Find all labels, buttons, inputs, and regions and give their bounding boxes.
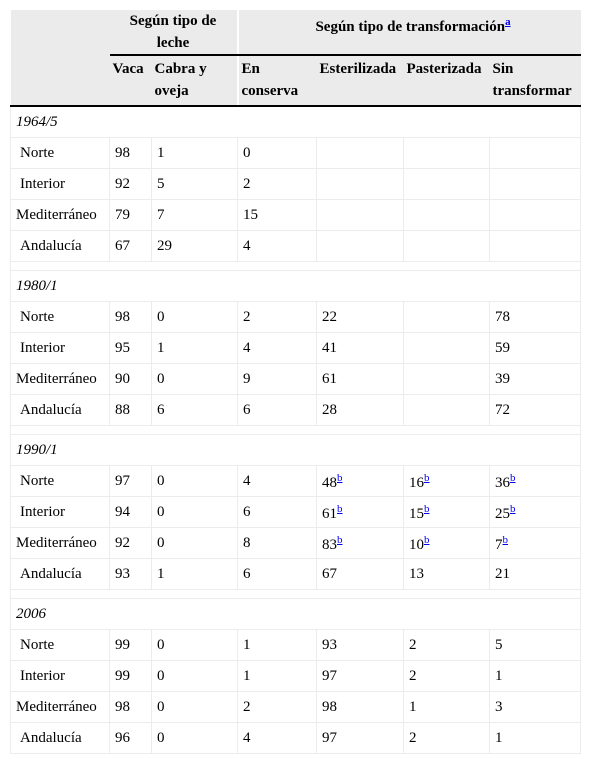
value-cell [317, 200, 404, 231]
value-text: 0 [157, 667, 165, 684]
period-label: 1964/5 [11, 106, 581, 138]
value-cell [317, 395, 404, 426]
table-row [11, 302, 581, 333]
value-text: 94 [115, 503, 130, 520]
region-cell: Interior [11, 661, 110, 692]
value-cell [490, 364, 581, 395]
table-row [11, 138, 581, 169]
region-cell: Mediterráneo [11, 200, 110, 231]
value-text: 61 [322, 506, 337, 522]
table-row [11, 630, 581, 661]
value-text: 2 [243, 698, 251, 715]
value-cell [152, 723, 238, 754]
value-text: 1 [157, 565, 165, 582]
value-cell [110, 302, 152, 333]
value-text: 72 [495, 401, 510, 418]
value-cell [317, 692, 404, 723]
region-cell: Mediterráneo [11, 692, 110, 723]
value-text: 1 [243, 667, 251, 684]
value-text: 39 [495, 370, 510, 387]
table-body [11, 106, 581, 754]
value-text: 0 [157, 503, 165, 520]
value-text: 0 [157, 698, 165, 715]
value-cell [404, 497, 490, 528]
region-cell: Interior [11, 497, 110, 528]
value-cell [238, 302, 317, 333]
value-cell [152, 466, 238, 497]
value-text: 97 [115, 472, 130, 489]
value-text: 6 [157, 401, 165, 418]
value-text: 13 [409, 565, 424, 582]
value-text: 7 [495, 537, 503, 553]
region-cell: Norte [11, 466, 110, 497]
period-row [11, 599, 581, 630]
value-cell [152, 661, 238, 692]
value-cell [404, 169, 490, 200]
value-text: 48 [322, 475, 337, 491]
value-cell [110, 466, 152, 497]
value-cell [317, 364, 404, 395]
spacer-row [11, 426, 581, 435]
value-text: 21 [495, 565, 510, 582]
value-text: 92 [115, 534, 130, 551]
value-cell [110, 497, 152, 528]
period-label: 2006 [11, 599, 581, 630]
value-cell [152, 364, 238, 395]
value-cell [238, 723, 317, 754]
value-cell [152, 302, 238, 333]
value-text: 6 [243, 565, 251, 582]
value-text: 4 [243, 729, 251, 746]
footnote-link-b[interactable]: b [510, 503, 516, 515]
column-header-sin-transformar: Sin transformar [490, 55, 581, 106]
value-cell [404, 200, 490, 231]
value-text: 1 [157, 144, 165, 161]
value-cell [490, 302, 581, 333]
value-cell [110, 395, 152, 426]
table-row [11, 231, 581, 262]
header-group-transformacion: Según tipo de transformación$^a$ [238, 10, 581, 55]
value-text: 0 [157, 370, 165, 387]
value-text: 93 [115, 565, 130, 582]
value-text: 0 [243, 144, 251, 161]
footnote-link-b[interactable]: b [337, 503, 343, 515]
value-cell [490, 630, 581, 661]
value-cell [238, 692, 317, 723]
value-cell [152, 692, 238, 723]
value-text: 2 [409, 636, 417, 653]
value-cell [238, 364, 317, 395]
value-cell [490, 559, 581, 590]
value-text: 67 [322, 565, 337, 582]
value-text: 0 [157, 729, 165, 746]
value-cell [238, 559, 317, 590]
value-cell [238, 395, 317, 426]
spacer-cell [11, 262, 581, 271]
value-cell [238, 661, 317, 692]
period-row [11, 106, 581, 138]
spacer-row [11, 590, 581, 599]
header-group-leche: Según tipo de leche [110, 10, 238, 55]
value-cell [110, 723, 152, 754]
data-table [10, 10, 581, 754]
value-cell [404, 661, 490, 692]
value-cell [152, 138, 238, 169]
value-text: 90 [115, 370, 130, 387]
spacer-cell [11, 426, 581, 435]
value-cell [238, 333, 317, 364]
value-cell [238, 528, 317, 559]
value-cell [152, 497, 238, 528]
value-cell [404, 692, 490, 723]
value-text: 41 [322, 339, 337, 356]
value-text: 1 [495, 729, 503, 746]
value-cell [238, 200, 317, 231]
value-cell [238, 138, 317, 169]
value-cell [152, 630, 238, 661]
value-text: 5 [495, 636, 503, 653]
value-text: 16 [409, 475, 424, 491]
value-text: 96 [115, 729, 130, 746]
value-cell [490, 138, 581, 169]
footnote-link-b[interactable]: b [337, 472, 343, 484]
value-cell [110, 630, 152, 661]
value-text: 79 [115, 206, 130, 223]
value-text: 1 [409, 698, 417, 715]
value-cell [317, 528, 404, 559]
value-cell [110, 231, 152, 262]
value-text: 15 [243, 206, 258, 223]
value-cell [152, 559, 238, 590]
column-header-en-conserva: En conserva [238, 55, 317, 106]
value-text: 99 [115, 667, 130, 684]
value-text: 9 [243, 370, 251, 387]
region-cell: Andalucía [11, 723, 110, 754]
table-header [11, 10, 581, 106]
column-header-vaca: Vaca [110, 55, 152, 106]
value-text: 22 [322, 308, 337, 325]
table-row [11, 169, 581, 200]
value-cell [152, 528, 238, 559]
region-cell: Interior [11, 169, 110, 200]
value-text: 5 [157, 175, 165, 192]
region-cell: Mediterráneo [11, 528, 110, 559]
value-cell [238, 630, 317, 661]
footnote-link-b[interactable]: b [424, 534, 430, 546]
value-cell [152, 200, 238, 231]
value-text: 0 [157, 636, 165, 653]
value-cell [152, 231, 238, 262]
value-cell [110, 200, 152, 231]
value-cell [404, 138, 490, 169]
value-cell [317, 302, 404, 333]
value-cell [317, 497, 404, 528]
value-text: 7 [157, 206, 165, 223]
value-text: 29 [157, 237, 172, 254]
value-text: 28 [322, 401, 337, 418]
value-cell [238, 169, 317, 200]
footnote-link-b[interactable]: b [510, 472, 516, 484]
value-cell [490, 395, 581, 426]
value-text: 15 [409, 506, 424, 522]
value-text: 4 [243, 472, 251, 489]
value-text: 1 [243, 636, 251, 653]
value-text: 25 [495, 506, 510, 522]
value-text: 88 [115, 401, 130, 418]
value-text: 2 [243, 308, 251, 325]
value-cell [490, 200, 581, 231]
table-row [11, 528, 581, 559]
value-cell [110, 138, 152, 169]
value-cell [404, 364, 490, 395]
region-cell: Andalucía [11, 559, 110, 590]
footnote-link-b[interactable]: b [424, 472, 430, 484]
footnote-link-a[interactable]: a [505, 16, 511, 28]
value-cell [404, 630, 490, 661]
table-row [11, 497, 581, 528]
value-text: 98 [115, 144, 130, 161]
value-cell [152, 333, 238, 364]
value-text: 2 [409, 729, 417, 746]
value-cell [404, 723, 490, 754]
value-text: 2 [243, 175, 251, 192]
value-cell [317, 630, 404, 661]
value-cell [110, 528, 152, 559]
value-cell [490, 661, 581, 692]
value-text: 98 [322, 698, 337, 715]
value-cell [490, 692, 581, 723]
value-cell [490, 333, 581, 364]
value-cell [110, 333, 152, 364]
region-cell: Mediterráneo [11, 364, 110, 395]
column-header-esterilizada: Esterilizada [317, 55, 404, 106]
value-cell [110, 559, 152, 590]
value-text: 1 [495, 667, 503, 684]
value-text: 6 [243, 503, 251, 520]
footnote-link-b[interactable]: b [502, 534, 508, 546]
value-cell [317, 169, 404, 200]
period-row [11, 435, 581, 466]
value-text: 8 [243, 534, 251, 551]
value-text: 99 [115, 636, 130, 653]
value-cell [404, 528, 490, 559]
value-text: 98 [115, 308, 130, 325]
value-cell [404, 395, 490, 426]
value-text: 97 [322, 667, 337, 684]
header-corner [11, 10, 110, 106]
value-text: 0 [157, 308, 165, 325]
value-text: 4 [243, 339, 251, 356]
value-cell [404, 302, 490, 333]
value-cell [490, 723, 581, 754]
table-row [11, 661, 581, 692]
column-header-cabra-oveja: Cabra y oveja [152, 55, 238, 106]
table-row [11, 466, 581, 497]
value-text: 3 [495, 698, 503, 715]
value-text: 61 [322, 370, 337, 387]
spacer-row [11, 262, 581, 271]
value-text: 6 [243, 401, 251, 418]
spacer-cell [11, 590, 581, 599]
value-cell [490, 231, 581, 262]
region-cell: Norte [11, 302, 110, 333]
value-cell [110, 364, 152, 395]
region-cell: Norte [11, 630, 110, 661]
value-cell [317, 466, 404, 497]
value-text: 98 [115, 698, 130, 715]
region-cell: Interior [11, 333, 110, 364]
period-label: 1980/1 [11, 271, 581, 302]
table-row [11, 692, 581, 723]
period-row [11, 271, 581, 302]
value-cell [238, 231, 317, 262]
value-cell [317, 559, 404, 590]
value-text: 83 [322, 537, 337, 553]
footnote-link-b[interactable]: b [424, 503, 430, 515]
value-cell [490, 528, 581, 559]
value-cell [404, 231, 490, 262]
value-text: 59 [495, 339, 510, 356]
value-text: 0 [157, 534, 165, 551]
value-text: 10 [409, 537, 424, 553]
value-cell [110, 661, 152, 692]
value-text: 36 [495, 475, 510, 491]
table-row [11, 200, 581, 231]
period-label: 1990/1 [11, 435, 581, 466]
value-cell [317, 138, 404, 169]
value-cell [490, 497, 581, 528]
footnote-link-b[interactable]: b [337, 534, 343, 546]
table-row [11, 333, 581, 364]
value-text: 2 [409, 667, 417, 684]
value-text: 92 [115, 175, 130, 192]
table-row [11, 559, 581, 590]
region-cell: Norte [11, 138, 110, 169]
value-cell [490, 169, 581, 200]
value-cell [317, 661, 404, 692]
value-cell [404, 466, 490, 497]
value-cell [317, 333, 404, 364]
value-text: 93 [322, 636, 337, 653]
value-text: 95 [115, 339, 130, 356]
value-text: 97 [322, 729, 337, 746]
value-cell [238, 466, 317, 497]
region-cell: Andalucía [11, 395, 110, 426]
value-text: 78 [495, 308, 510, 325]
column-header-pasterizada: Pasterizada [404, 55, 490, 106]
value-cell [110, 169, 152, 200]
value-cell [404, 559, 490, 590]
value-text: 4 [243, 237, 251, 254]
value-cell [152, 395, 238, 426]
table-row [11, 723, 581, 754]
region-cell: Andalucía [11, 231, 110, 262]
value-text: 67 [115, 237, 130, 254]
table-row [11, 395, 581, 426]
value-cell [110, 692, 152, 723]
value-cell [490, 466, 581, 497]
table-row [11, 364, 581, 395]
value-text: 0 [157, 472, 165, 489]
value-text: 1 [157, 339, 165, 356]
value-cell [317, 723, 404, 754]
value-cell [238, 497, 317, 528]
value-cell [404, 333, 490, 364]
value-cell [317, 231, 404, 262]
value-cell [152, 169, 238, 200]
